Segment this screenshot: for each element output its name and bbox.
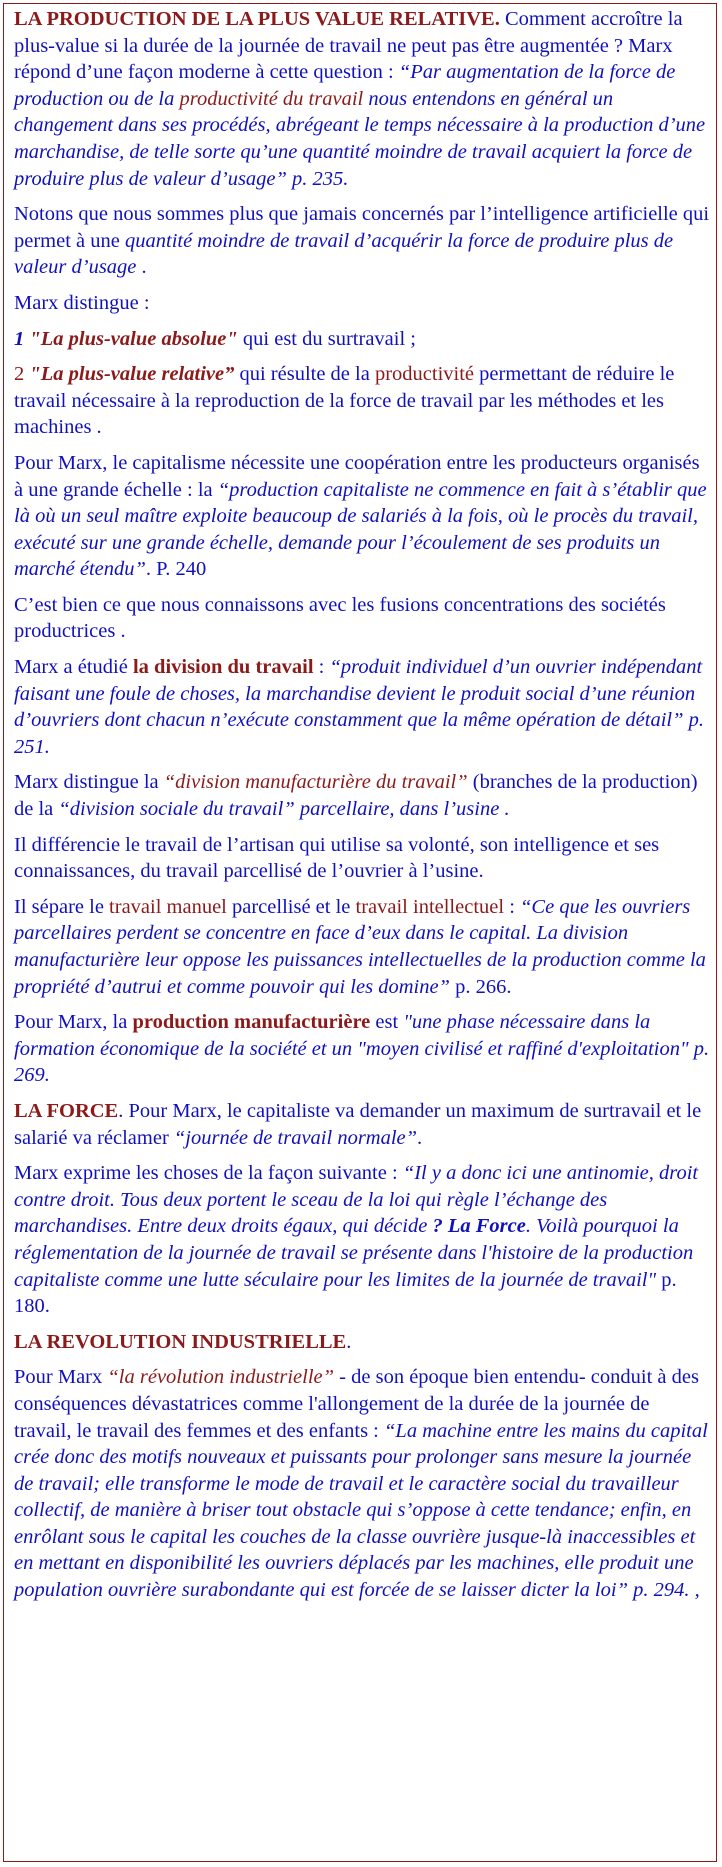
paragraph-text: parcellisé et le (226, 895, 356, 918)
paragraph-text: permettant de réduire le travail nécessaire à la reproduction de la force de travail par les méthodes et les machines . (14, 363, 675, 439)
list-number: 2 (14, 363, 30, 386)
highlight-term: "La plus-value relative” (29, 363, 235, 386)
paragraph-industrial-revolution (14, 1364, 710, 1603)
paragraph-text: Marx a étudié (14, 656, 133, 679)
paragraph-text: Pour Marx (14, 1366, 108, 1389)
section-heading: LA FORCE (14, 1099, 119, 1122)
paragraph-cooperation (14, 450, 710, 583)
paragraph-industrial-revolution-heading (14, 1329, 710, 1356)
paragraph-text: - de son époque bien entendu- conduit à des conséquences dévastatrices comme l'allongement de la durée de la journée de travail, le travail des femmes et des enfants : (14, 1366, 699, 1442)
section-heading: LA PRODUCTION DE LA PLUS VALUE RELATIVE. (14, 8, 500, 30)
highlight-term: "La plus-value absolue" (29, 327, 238, 350)
highlight-term: productivité du travail (179, 87, 364, 110)
paragraph-force (14, 1098, 710, 1151)
paragraph-division-types (14, 769, 710, 822)
highlight-term: travail manuel (109, 895, 227, 918)
paragraph-manual-intellectual (14, 894, 710, 1000)
paragraph-text: . P. 240 (145, 558, 207, 581)
text-frame (3, 3, 717, 1862)
paragraph-text: Comment accroître la plus-value si la durée de la journée de travail ne peut pas être augmentée ? Marx répond d’une façon moderne à cette question : (14, 8, 683, 84)
list-number: 1 (14, 327, 30, 350)
paragraph-text: Marx distingue la (14, 771, 164, 794)
quote: quantité moindre de travail d’acquérir la force de produire plus de valeur d’usage (14, 229, 674, 279)
paragraph-marx-distinguishes (14, 290, 710, 317)
paragraph-manufacture (14, 1009, 710, 1089)
highlight-term: “division sociale du travail” (58, 798, 295, 821)
quote: nous entendons en général un changement dans ses procédés, abrégeant le temps nécessaire à la production d’une marchandise, de telle sorte qu’une quantité moindre de travail acquiert la force de produire plus de valeur d’usage” p. 235. (14, 87, 706, 190)
paragraph-text: Marx exprime les choses de la façon suivante : (14, 1162, 403, 1185)
paragraph-text: . (136, 256, 147, 279)
quote: “journée de travail normale” (173, 1126, 418, 1149)
paragraph-text: . Pour Marx, le capitaliste va demander un maximum de surtravail et le salarié va réclamer (14, 1099, 702, 1149)
paragraph-ai (14, 201, 710, 281)
paragraph-text: Il sépare le (14, 895, 110, 918)
highlight-term: “la révolution industrielle” (107, 1366, 335, 1389)
paragraph-relative-surplus-value (14, 6, 710, 192)
quote: “production capitaliste ne commence en fait à s’établir que là où un seul maître exploite beaucoup de salariés à la fois, où le procès du travail, exécuté sur une grande échelle, demande pour l’écoulement de ses produits un marché étendu” (14, 478, 707, 581)
paragraph-text: Pour Marx, le capitalisme nécessite une coopération entre les producteurs organisés à une grande échelle : la (14, 451, 700, 501)
quote: "une phase nécessaire dans la formation économique de la société et un "moyen civilisé et raffiné d'exploitation" p. 269. (14, 1011, 710, 1087)
paragraph-text: qui est du surtravail ; (237, 327, 416, 350)
paragraph-text: qui résulte de la (234, 363, 375, 386)
paragraph-text: . (346, 1330, 352, 1353)
paragraph-artisan (14, 832, 710, 885)
paragraph-text: Il différencie le travail de l’artisan qui utilise sa volonté, son intelligence et ses connaissances, du travail parcellisé de l’ouvrier à l’usine. (14, 833, 660, 883)
quote: “Par augmentation de la force de production ou de la (14, 61, 676, 110)
paragraph-text: p. 180. (14, 1268, 677, 1318)
paragraph-text: C’est bien ce que nous connaissons avec les fusions concentrations des sociétés productrices . (14, 593, 666, 643)
section-heading: LA REVOLUTION INDUSTRIELLE (14, 1330, 347, 1353)
paragraph-text: Marx distingue : (14, 291, 150, 314)
paragraph-text: : (504, 895, 521, 918)
paragraph-text: Notons que nous sommes plus que jamais concernés par l’intelligence artificielle qui permet à une (14, 203, 710, 252)
paragraph-text: parcellaire, dans l’usine . (294, 798, 510, 821)
paragraph-text: . (417, 1126, 423, 1149)
highlight-term: “division manufacturière du travail” (163, 771, 468, 794)
paragraph-mergers (14, 592, 710, 645)
quote: “Il y a donc ici une antinomie, droit contre droit. Tous deux portent le sceau de la loi qui règle l’échange des marchandises. Entre deux droits égaux, qui décide (14, 1162, 699, 1238)
list-item-absolute (14, 326, 710, 353)
paragraph-text: (branches de la production) de la (14, 771, 698, 821)
highlight-term: production manufacturière (132, 1011, 371, 1034)
quote: . Voilà pourquoi la réglementation de la journée de travail se présente dans l'histoire de la production capitaliste comme une lutte séculaire pour les limites de la journée de travail" (14, 1215, 694, 1291)
paragraph-text: p. 266. (449, 975, 512, 998)
paragraph-antinomy (14, 1160, 710, 1320)
highlight-term: ? La Force (432, 1215, 526, 1238)
paragraph-text: Pour Marx, la (14, 1011, 133, 1034)
quote: “produit individuel d’un ouvrier indépendant faisant une foule de choses, la marchandise devient le produit social d’une réunion d’ouvriers dont chacun n’exécute constamment que la même opération de détail” p. 251. (14, 656, 704, 758)
paragraph-text: : (313, 656, 330, 679)
paragraph-division-of-labour (14, 654, 710, 760)
list-item-relative (14, 361, 710, 441)
paragraph-text: est (370, 1011, 404, 1034)
quote: “La machine entre les mains du capital crée donc des motifs nouveaux et puissants pour prolonger sans mesure la journée de travail; elle transforme le mode de travail et le caractère social du travailleur collectif, de manière à briser tout obstacle qui s’oppose à cette tendance; enfin, en enrôlant sous le capital les couches de la classe ouvrière jusque-là inaccessibles et en mettant en disponibilité les ouvriers déplacés par les machines, elle produit une population ouvrière surabondante qui est forcée de se laisser dicter la loi” p. 294. , (14, 1419, 708, 1602)
quote: “Ce que les ouvriers parcellaires perdent se concentre en face d’eux dans le capital. La division manufacturière leur oppose les puissances intellectuelles de la production comme la propriété d’autrui et comme pouvoir qui les domine” (14, 895, 706, 998)
highlight-term: productivité (374, 363, 475, 386)
highlight-term: travail intellectuel (355, 895, 505, 918)
highlight-term: la division du travail (132, 656, 314, 679)
